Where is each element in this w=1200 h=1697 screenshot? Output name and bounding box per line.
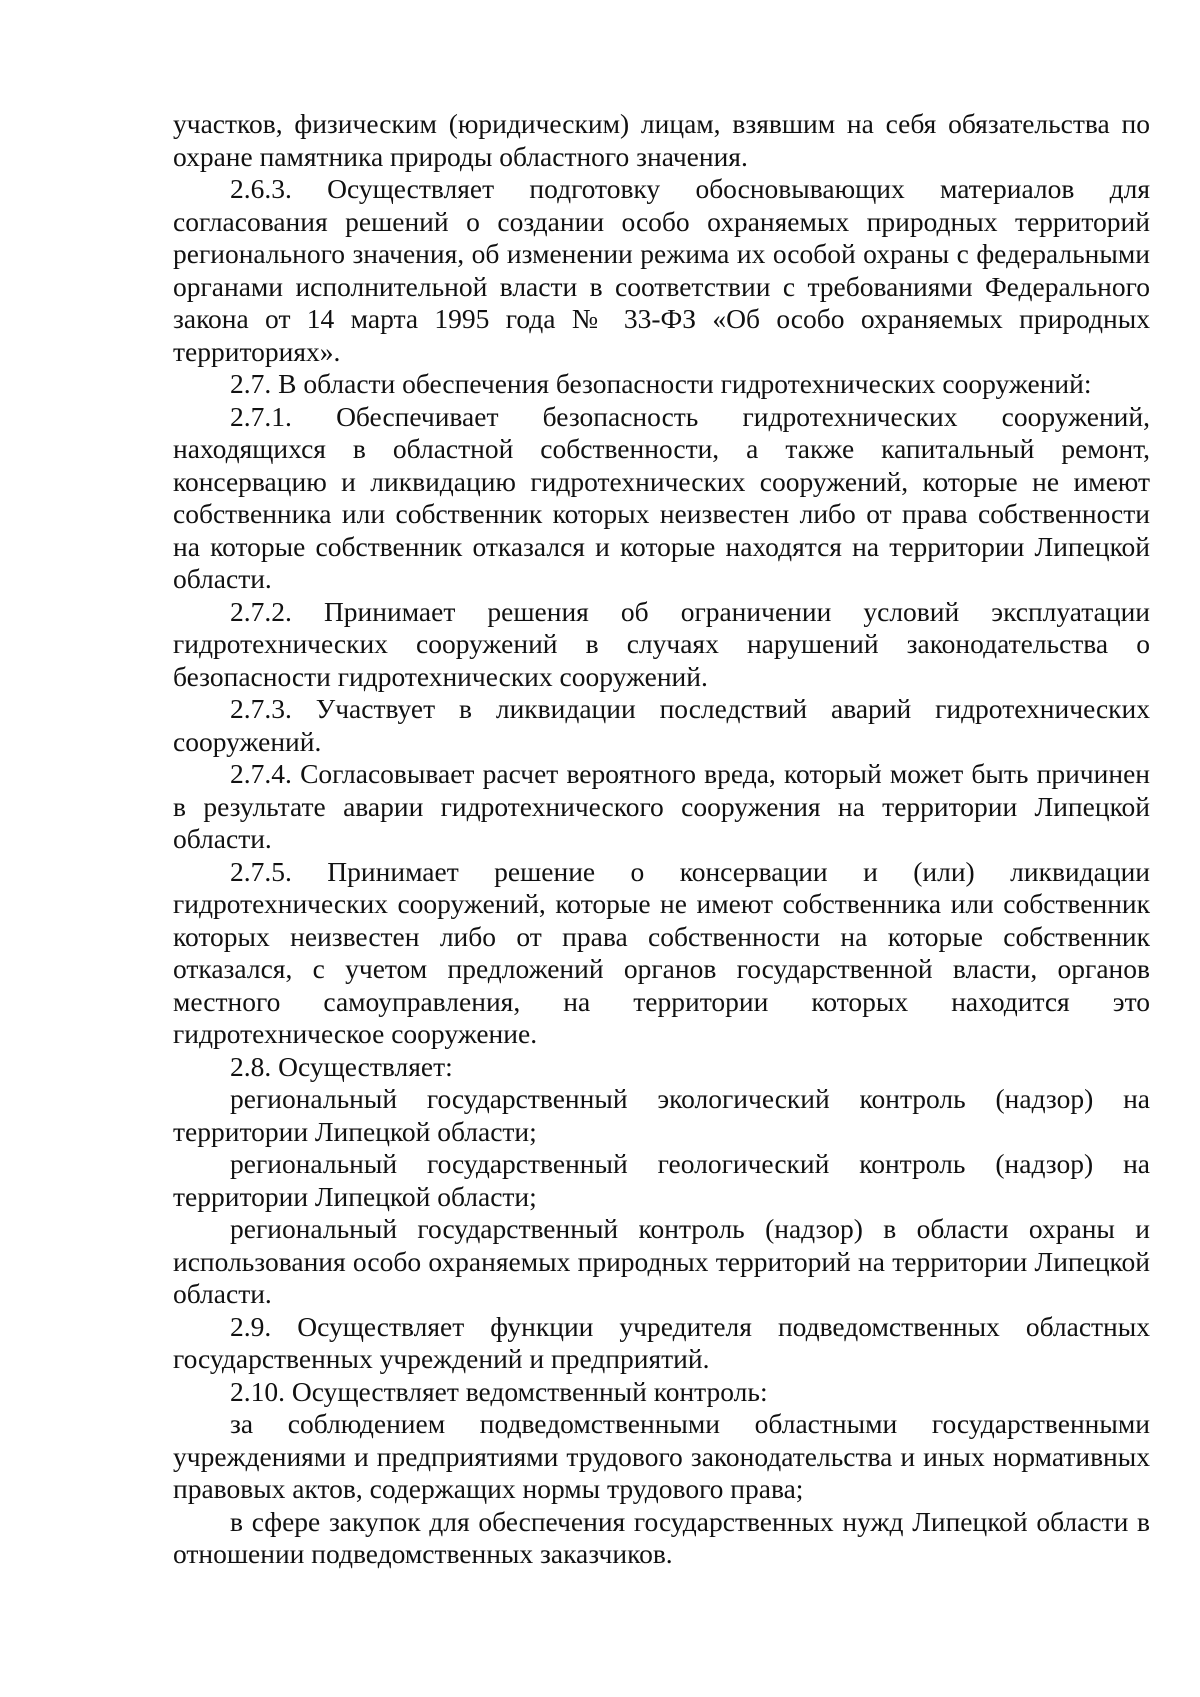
document-page: [173, 108, 1150, 1571]
paragraph-2-7-3: 2.7.3. Участвует в ликвидации последствий аварий гидротехнических сооружений.: [173, 693, 1150, 757]
paragraph-2-10-item-procurement: в сфере закупок для обеспечения государственных нужд Липецкой области в отношении подведомственных заказчиков.: [173, 1505, 1150, 1569]
paragraph-2-8-item-ecological: региональный государственный экологический контроль (надзор) на территории Липецкой области;: [173, 1083, 1150, 1147]
paragraph-2-9: 2.9. Осуществляет функции учредителя подведомственных областных государственных учреждений и предприятий.: [173, 1310, 1150, 1374]
paragraph-2-10: 2.10. Осуществляет ведомственный контроль:: [230, 1375, 768, 1407]
paragraph-2-7-1: 2.7.1. Обеспечивает безопасность гидротехнических сооружений, находящихся в областной собственности, а также капитальный ремонт, консервацию и ликвидацию гидротехнических сооружений, которые не имеют собственника или собственник которых неизвестен либо от права собственности на которые собственник отказался и которые находятся на территории Липецкой области.: [173, 400, 1150, 594]
paragraph-2-10-item-labor: за соблюдением подведомственными областными государственными учреждениями и предприятиями трудового законодательства и иных нормативных правовых актов, содержащих нормы трудового права;: [173, 1408, 1150, 1504]
paragraph-2-7-2: 2.7.2. Принимает решения об ограничении условий эксплуатации гидротехнических сооружений в случаях нарушений законодательства о безопасности гидротехнических сооружений.: [173, 595, 1150, 692]
paragraph-2-7-5: 2.7.5. Принимает решение о консервации и (или) ликвидации гидротехнических сооружений, которые не имеют собственника или собственник которых неизвестен либо от права собственности на которые собственник отказался, с учетом предложений органов государственной власти, органов местного самоуправления, на территории которых находится это гидротехническое сооружение.: [173, 855, 1150, 1049]
paragraph-2-6-3: 2.6.3. Осуществляет подготовку обосновывающих материалов для согласования решений о создании особо охраняемых природных территорий регионального значения, об изменении режима их особой охраны с федеральными органами исполнительной власти в соответствии с требованиями Федерального закона от 14 марта 1995 года № 33-ФЗ «Об особо охраняемых природных территориях».: [173, 173, 1150, 367]
paragraph-2-7: 2.7. В области обеспечения безопасности гидротехнических сооружений:: [230, 368, 1092, 399]
paragraph-2-8-item-protected-areas: региональный государственный контроль (надзор) в области охраны и использования особо охраняемых природных территорий на территории Липецкой области.: [173, 1213, 1150, 1309]
paragraph-2-7-4: 2.7.4. Согласовывает расчет вероятного вреда, который может быть причинен в результате аварии гидротехнического сооружения на территории Липецкой области.: [173, 758, 1150, 854]
paragraph-2-8-item-geological: региональный государственный геологический контроль (надзор) на территории Липецкой области;: [173, 1148, 1150, 1212]
paragraph-2-8: 2.8. Осуществляет:: [230, 1050, 453, 1082]
paragraph-continuation: участков, физическим (юридическим) лицам, взявшим на себя обязательства по охране памятника природы областного значения.: [173, 108, 1150, 172]
